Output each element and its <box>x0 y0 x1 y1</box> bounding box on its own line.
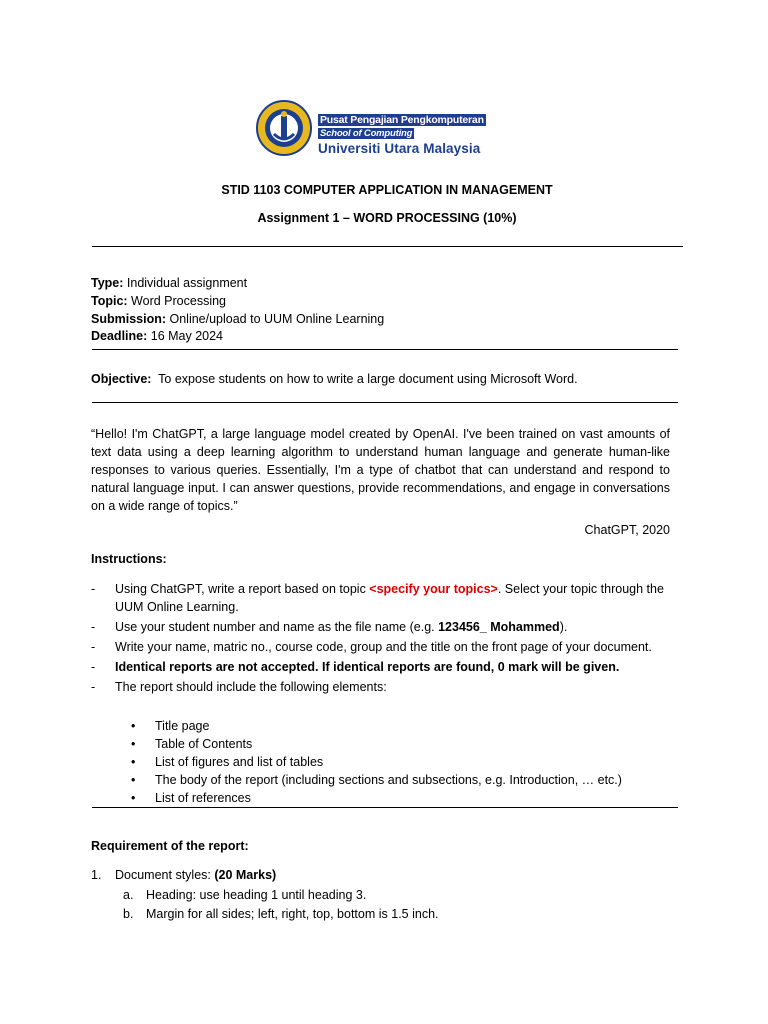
topic-placeholder: <specify your topics> <box>369 582 498 596</box>
list-item <box>131 717 691 735</box>
bullet-marker: • <box>131 755 136 769</box>
logo-text-school-english: School of Computing <box>320 128 413 139</box>
dash-marker: - <box>91 660 96 674</box>
element-text: The body of the report (including sections and subsections, e.g. Introduction, … etc.) <box>155 773 622 787</box>
list-item <box>131 771 691 789</box>
item-letter: b. <box>123 907 134 921</box>
bullet-marker: • <box>131 773 136 787</box>
divider <box>92 807 678 808</box>
requirement-1-marks: (20 Marks) <box>214 868 277 882</box>
meta-topic <box>91 292 226 310</box>
requirement-1-text: Document styles: <box>115 868 215 882</box>
course-title: STID 1103 COMPUTER APPLICATION IN MANAGEMENT <box>221 183 553 197</box>
meta-topic-value: Word Processing <box>127 294 226 308</box>
chatgpt-quote: “Hello! I'm ChatGPT, a large language model created by OpenAI. I've been trained on vast amounts of text data using a deep learning algorithm to understand human language and generate human-like responses to various queries. Essentially, I'm a type of chatbot that can understand and respond to natural language input. I can answer questions, provide recommendations, and engage in conversations on a wide range of topics.” <box>91 427 670 513</box>
list-item <box>91 678 681 696</box>
divider <box>92 349 678 350</box>
meta-type-value: Individual assignment <box>123 276 248 290</box>
uum-seal-icon <box>256 96 312 160</box>
list-item <box>131 789 691 807</box>
bullet-marker: • <box>131 791 136 805</box>
logo-text-university: Universiti Utara Malaysia <box>318 141 481 156</box>
requirement-item-1 <box>91 868 276 882</box>
instruction-1-pre: Using ChatGPT, write a report based on topic <box>115 582 370 596</box>
list-item <box>91 638 681 656</box>
instruction-2-post: ). <box>559 620 568 634</box>
element-text: Table of Contents <box>155 737 253 751</box>
meta-topic-label: Topic: <box>91 294 128 308</box>
objective-label: Objective: <box>91 372 152 386</box>
objective <box>91 372 691 386</box>
bullet-marker: • <box>131 719 136 733</box>
meta-deadline-value: 16 May 2024 <box>147 329 224 343</box>
requirements-title: Requirement of the report: <box>91 839 249 853</box>
requirement-item-1b <box>123 907 439 921</box>
requirement-item-1a <box>123 888 366 902</box>
dash-marker: - <box>91 680 96 694</box>
list-item <box>131 735 691 753</box>
dash-marker: - <box>91 582 96 596</box>
requirement-1a-text: Heading: use heading 1 until heading 3. <box>146 888 367 902</box>
requirement-1b-text: Margin for all sides; left, right, top, bottom is 1.5 inch. <box>146 907 439 921</box>
instructions-title: Instructions: <box>91 552 167 566</box>
meta-submission-value: Online/upload to UUM Online Learning <box>166 312 385 326</box>
meta-deadline-label: Deadline: <box>91 329 148 343</box>
divider <box>92 402 678 403</box>
report-elements-list <box>131 717 691 807</box>
bullet-marker: • <box>131 737 136 751</box>
meta-submission-label: Submission: <box>91 312 167 326</box>
instruction-4: Identical reports are not accepted. If identical reports are found, 0 mark will be given. <box>115 660 620 674</box>
uum-logo <box>256 96 506 164</box>
dash-marker: - <box>91 620 96 634</box>
instruction-5: The report should include the following elements: <box>115 680 387 694</box>
instructions-list <box>91 580 681 698</box>
list-item <box>91 618 681 636</box>
element-text: List of figures and list of tables <box>155 755 324 769</box>
divider <box>92 246 683 247</box>
logo-text-school-malay: Pusat Pengajian Pengkomputeran <box>320 114 484 126</box>
item-letter: a. <box>123 888 134 902</box>
list-item <box>131 753 691 771</box>
instruction-2-pre: Use your student number and name as the file name (e.g. <box>115 620 439 634</box>
instruction-3: Write your name, matric no., course code, group and the title on the front page of your document. <box>115 640 652 654</box>
element-text: List of references <box>155 791 251 805</box>
list-item <box>91 580 681 616</box>
item-number: 1. <box>91 868 102 882</box>
filename-example: 123456_ Mohammed <box>438 620 560 634</box>
list-item <box>91 658 681 676</box>
objective-text: To expose students on how to write a large document using Microsoft Word. <box>151 372 578 386</box>
dash-marker: - <box>91 640 96 654</box>
quote-citation: ChatGPT, 2020 <box>584 523 670 537</box>
meta-submission <box>91 310 384 328</box>
instruction-1-post: . Select your topic through the UUM Online Learning. <box>115 582 664 614</box>
meta-type-label: Type: <box>91 276 124 290</box>
meta-deadline <box>91 327 223 345</box>
element-text: Title page <box>155 719 210 733</box>
assignment-title: Assignment 1 – WORD PROCESSING (10%) <box>257 211 517 225</box>
meta-type <box>91 274 247 292</box>
